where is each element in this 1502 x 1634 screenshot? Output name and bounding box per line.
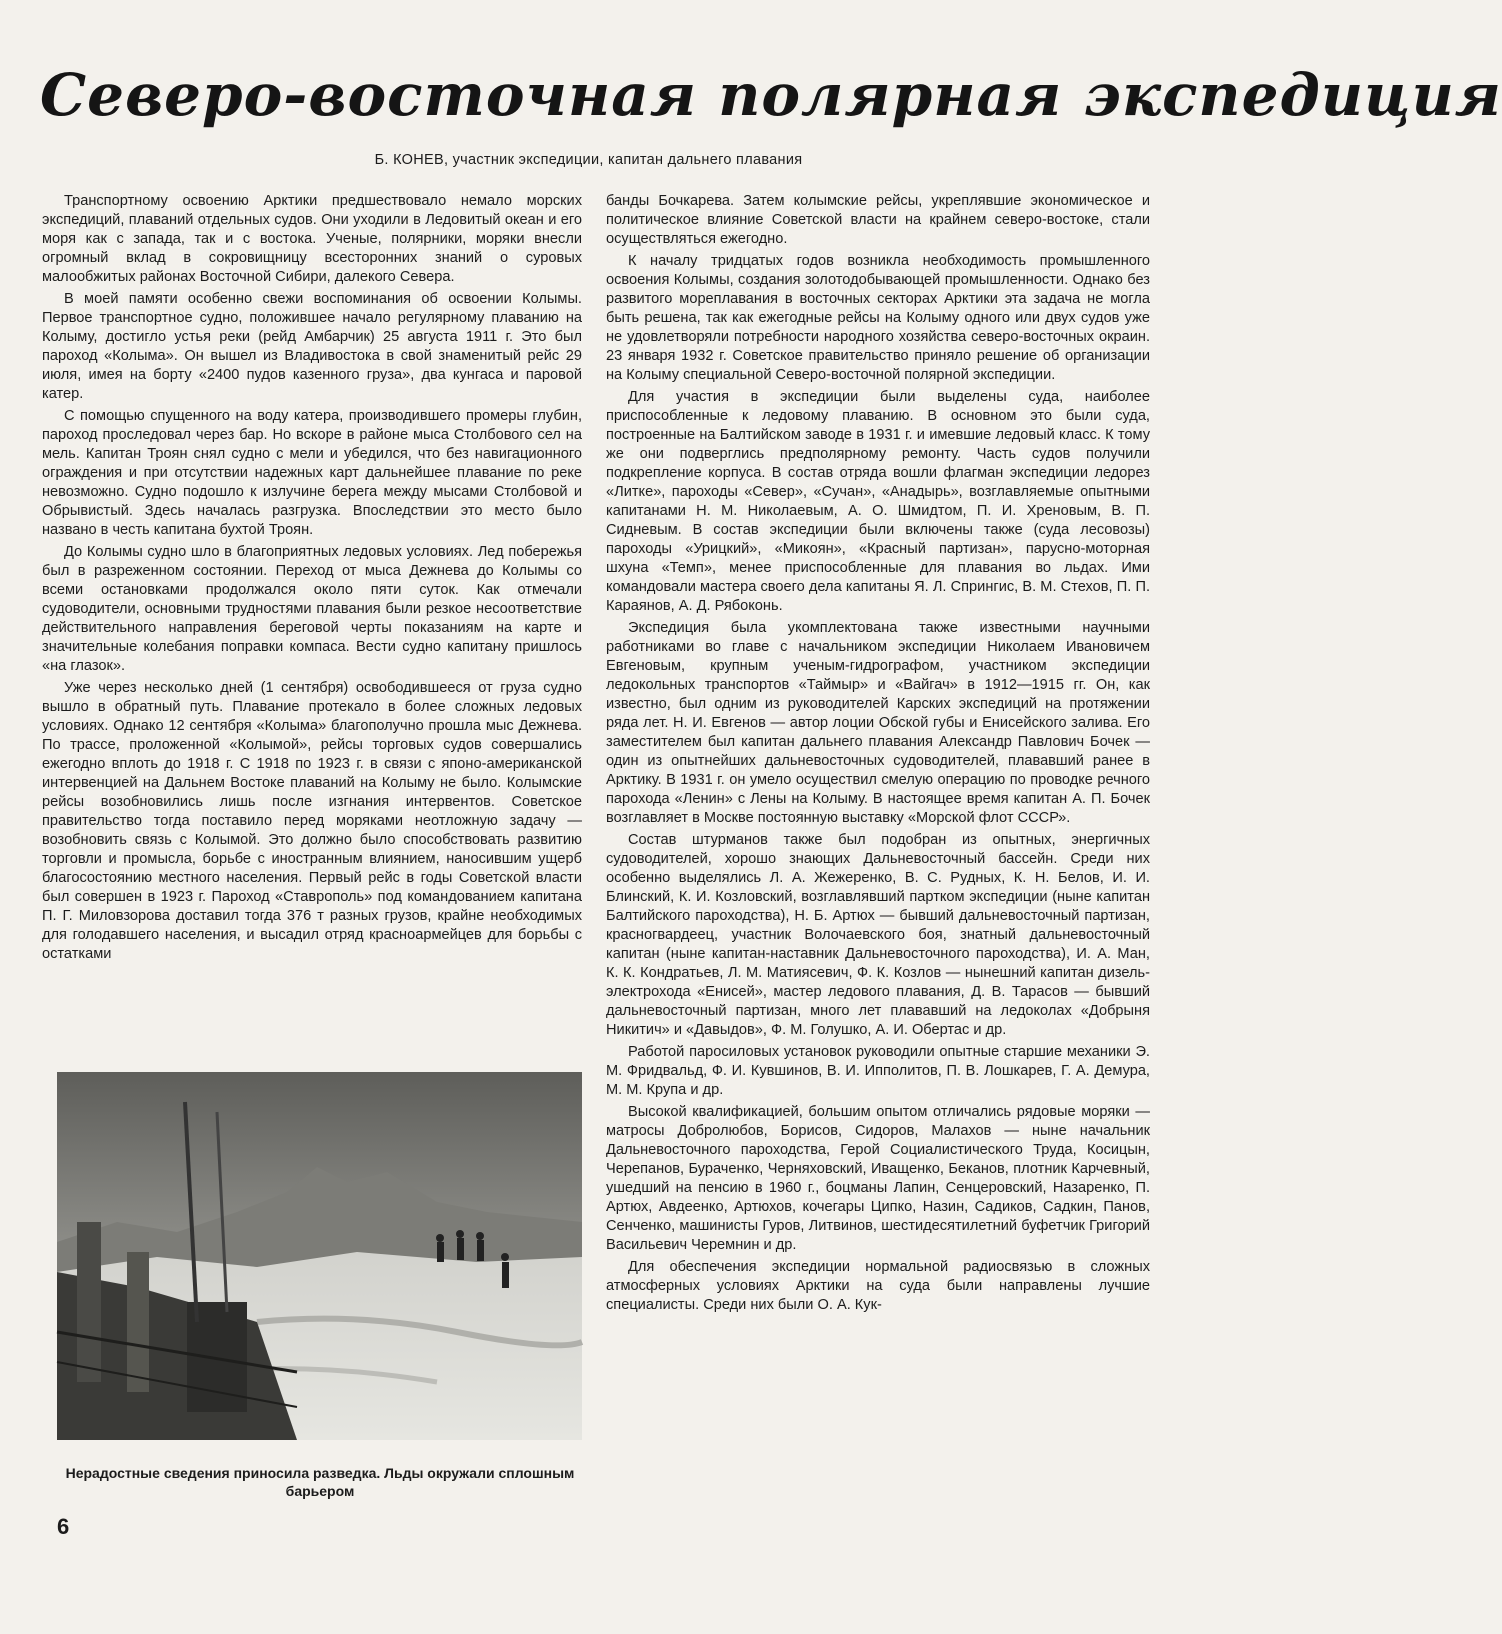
photo-caption: Нерадостные сведения приносила разведка. Льды окружали сплошным барьером <box>65 1465 575 1499</box>
paragraph: Транспортному освоению Арктики предшествовало немало морских экспедиций, плаваний отдельных судов. Они уходили в Ледовитый океан и его моря как с запада, так и с востока. Ученые, полярники, моряки внесли огромный вклад в сокровищницу всесторонних знаний о суровых малообжитых районах Восточной Сибири, далекого Севера. <box>42 193 582 285</box>
paragraph: До Колымы судно шло в благоприятных ледовых условиях. Лед побережья был в разреженном состоянии. Переход от мыса Дежнева до Колымы со всеми остановками продолжался около пяти суток. Как отмечали судоводители, основными трудностями плавания были резкое несоответствие действительного направления береговой черты показаниям на карте и значительные колебания поправки компаса. Вести судно капитану пришлось «на глазок». <box>42 544 582 674</box>
expedition-photo <box>57 1072 582 1440</box>
article-title: Северо-восточная полярная экспедиция <box>40 61 1502 129</box>
ice-scene-illustration <box>57 1072 582 1440</box>
right-text-column <box>606 192 1150 1502</box>
page-number: 6 <box>57 1514 70 1539</box>
left-text-column <box>42 192 582 1072</box>
paragraph: Экспедиция была укомплектована также известными научными работниками во главе с начальником экспедиции Николаем Ивановичем Евгеновым, крупным ученым-гидрографом, участником экспедиции ледокольных транспортов «Таймыр» и «Вайгач» в 1912—1915 гг. Он, как известно, был одним из руководителей Карских экспедиций на протяжении ряда лет. Н. И. Евгенов — автор лоции Обской губы и Енисейского залива. Его заместителем был капитан дальнего плавания Александр Павлович Бочек — один из опытнейших дальневосточных судоводителей, плававший ранее в Арктику. В 1931 г. он умело осуществил смелую операцию по проводке речного парохода «Ленин» с Лены на Колыму. В настоящее время капитан А. П. Бочек возглавляет в Москве постоянную выставку «Морской флот СССР». <box>606 620 1150 826</box>
paragraph: Состав штурманов также был подобран из опытных, энергичных судоводителей, хорошо знающих Дальневосточный бассейн. Среди них особенно выделялись Л. А. Жежеренко, В. С. Рудных, К. Н. Белов, И. И. Блинский, К. И. Козловский, возглавлявший партком экспедиции (ныне капитан Балтийского пароходства), Н. Б. Артюх — бывший дальневосточный партизан, красногвардеец, участник Волочаевского боя, знатный дальневосточный капитан (ныне капитан-наставник Дальневосточного пароходства), И. А. Ман, К. К. Кондратьев, Л. М. Матиясевич, Ф. К. Козлов — нынешний капитан дизель-электрохода «Енисей», мастер ледового плавания, Д. В. Тарасов — бывший дальневосточный партизан, много лет плававший на ледоколах «Добрыня Никитич» и «Давыдов», Ф. М. Голушко, А. И. Обертас и др. <box>606 832 1150 1038</box>
paragraph: Работой паросиловых установок руководили опытные старшие механики Э. М. Фридвальд, Ф. И. Кувшинов, В. И. Ипполитов, П. В. Лошкарев, Г. А. Демура, М. М. Крупа и др. <box>606 1044 1150 1098</box>
paragraph: С помощью спущенного на воду катера, производившего промеры глубин, пароход проследовал через бар. Но вскоре в районе мыса Столбового сел на мель. Капитан Троян снял судно с мели и убедился, что без навигационного ограждения и при отсутствии надежных карт дальнейшее плавание по реке невозможно. Судно подошло к излучине берега между мысами Столбовой и Обрывистый. Здесь началась разгрузка. Впоследствии это место было названо в честь капитана бухтой Троян. <box>42 408 582 538</box>
paragraph: В моей памяти особенно свежи воспоминания об освоении Колымы. Первое транспортное судно, положившее начало регулярному плаванию на Колыму, достигло устья реки (рейд Амбарчик) 25 августа 1911 г. Это был пароход «Колыма». Он вышел из Владивостока в свой знаменитый рейс 29 июля, имея на борту «2400 пудов казенного груза», два кунгаса и паровой катер. <box>42 291 582 402</box>
paragraph: банды Бочкарева. Затем колымские рейсы, укреплявшие экономическое и политическое влияние Советской власти на крайнем северо-востоке, стали осуществляться ежегодно. <box>606 193 1150 247</box>
article-byline: Б. КОНЕВ, участник экспедиции, капитан дальнего плавания <box>374 152 803 168</box>
paragraph: Уже через несколько дней (1 сентября) освободившееся от груза судно вышло в обратный путь. Плавание протекало в более сложных ледовых условиях. Однако 12 сентября «Колыма» благополучно прошла мыс Дежнева. По трассе, проложенной «Колымой», рейсы торговых судов совершались ежегодно вплоть до 1918 г. С 1918 по 1923 г. в связи с японо-американской интервенцией на Дальнем Востоке плаваний на Колыму не было. Колымские рейсы возобновились лишь после изгнания интервентов. Советское правительство тогда поставило перед моряками неотложную задачу — возобновить связь с Колымой. Это должно было способствовать развитию торговли и промысла, борьбе с иностранным влиянием, наносившим ущерб благосостоянию местного населения. Первый рейс в годы Советской власти был совершен в 1923 г. Пароход «Ставрополь» под командованием капитана П. Г. Миловзорова доставил тогда 376 т разных грузов, крайне необходимых для голодавшего населения, и высадил отряд красноармейцев для борьбы с остатками <box>42 680 582 962</box>
paragraph: Высокой квалификацией, большим опытом отличались рядовые моряки — матросы Добролюбов, Борисов, Сидоров, Малахов — ныне начальник Дальневосточного пароходства, Герой Социалистического Труда, Косицын, Черепанов, Бураченко, Черняховский, Иващенко, Беканов, плотник Карчевный, ушедший на пенсию в 1960 г., боцманы Лапин, Сенцеровский, Назаренко, П. Артюх, Авдеенко, Артюхов, кочегары Ципко, Назин, Садиков, Садкин, Панов, Сенченко, машинисты Гуров, Литвинов, шестидесятилетний буфетчик Григорий Васильевич Черемнин и др. <box>606 1104 1150 1253</box>
paragraph: К началу тридцатых годов возникла необходимость промышленного освоения Колымы, создания золотодобывающей промышленности. Однако без развитого мореплавания в восточных секторах Арктики эта задача не могла быть решена, так как ежегодные рейсы на Колыму одного или двух судов уже не удовлетворяли потребности народного хозяйства северо-восточных окраин. 23 января 1932 г. Советское правительство приняло решение об организации на Колыму специальной Северо-восточной полярной экспедиции. <box>606 253 1150 383</box>
paragraph: Для обеспечения экспедиции нормальной радиосвязью в сложных атмосферных условиях Арктики на суда были направлены лучшие специалисты. Среди них были О. А. Кук- <box>606 1259 1150 1313</box>
paragraph: Для участия в экспедиции были выделены суда, наиболее приспособленные к ледовому плаванию. В основном это были суда, построенные на Балтийском заводе в 1931 г. и имевшие ледовый класс. К тому же они подверглись предполярному ремонту. Часть судов получили подкрепление корпуса. В состав отряда вошли флагман экспедиции ледорез «Литке», пароходы «Север», «Сучан», «Анадырь», возглавляемые опытными капитанами Н. М. Николаевым, А. О. Шмидтом, П. И. Хреновым, В. П. Сидневым. В состав экспедиции были включены также (суда лесовозы) пароходы «Урицкий», «Микоян», «Красный партизан», парусно-моторная шхуна «Темп», менее приспособленные для плавания во льдах. Ими командовали мастера своего дела капитаны Я. Л. Спрингис, В. М. Стехов, П. П. Караянов, А. Д. Рябоконь. <box>606 389 1150 614</box>
